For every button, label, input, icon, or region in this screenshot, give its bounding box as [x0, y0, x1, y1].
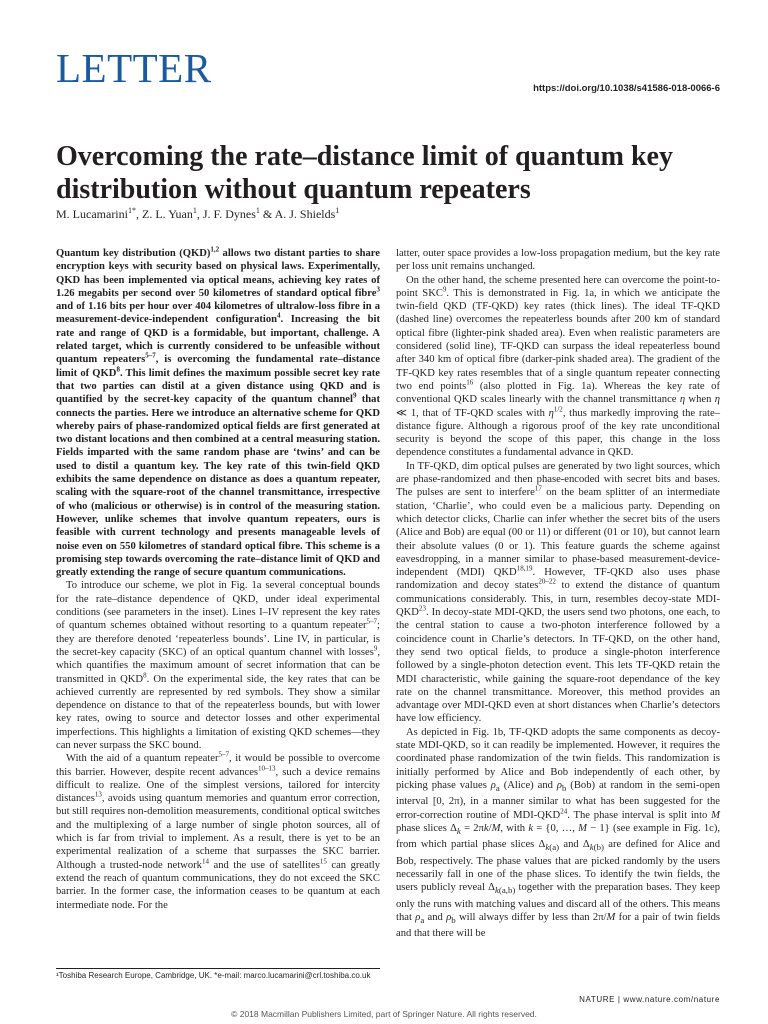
- author-name: M. Lucamarini: [56, 207, 128, 221]
- body-paragraph: latter, outer space provides a low-loss propagation medium, but the key rate per loss unit remains unchanged.: [396, 248, 720, 273]
- author-affiliation-marker: 1: [255, 206, 260, 215]
- author-name: Z. L. Yuan: [141, 207, 193, 221]
- author-affiliation-marker: 1: [335, 206, 340, 215]
- author-affiliation-marker: 1: [192, 206, 197, 215]
- body-paragraph: In TF-QKD, dim optical pulses are generated by two light sources, which are phase-randomized and then phase-encoded with secret bits and bases. The pulses are sent to interfere$^{17}$ on the beam splitter of an intermediate station, ‘Charlie’, who could even be a malicious party. Depending on which detector clicks, Charlie can infer whether the secret bits of the users (Alice and Bob) are equal (00 or 11) or different (01 or 10), but cannot learn their absolute values (0 or 1). This feature guards the scheme against eavesdropping, in a manner similar to phase-based measurement-device-independent (MDI) QKD$^{18,19}$. However, TF-QKD also uses phase randomization and decoy states$^{20-22}$ to extend the distance of quantum communications considerably. This, in turn, resembles decoy-state MDI-QKD$^{23}$. In decoy-state MDI-QKD, the users send two photons, one each, to the central station to cause a two-photon interference followed by a coincidence count in Charlie’s detectors. In TF-QKD, on the other hand, they send two optical fields, to produce a single-photon interference followed by a single-photon detection event. This lets TF-QKD retain the MDI characteristic, while gaining the square-root dependance of the key rate on the channel transmittance. Moreover, this method provides an advantage over MDI-QKD even at short distances when Charlie’s detectors have low efficiency.: [396, 460, 721, 725]
- doi-link[interactable]: https://doi.org/10.1038/s41586-018-0066-6: [533, 83, 720, 94]
- body-paragraph: As depicted in Fig. 1b, TF-QKD adopts the same components as decoy-state MDI-QKD, so it can readily be implemented. However, it requires the coordinated phase randomization of the twin fields. This randomization is initially performed by Alice and Bob independently of each other, by picking phase values $\rho_a$ (Alice) and $\rho_b$ (Bob) at random in the semi-open interval [0, 2π), in a manner similar to what has been suggested for the error-correction routine of MDI-QKD$^{24}$. The phase interval is split into M phase slices $\Delta_k = 2\pi k/M$, with k = {0, …, M − 1} (see example in Fig. 1c), from which partial phase slices $\Delta_{k(a)}$ and $\Delta_{k(b)}$ are defined for Alice and Bob, respectively. The phase values that are picked randomly by the users necessarily fall in one of the phase slices. To identify the twin fields, the users publicly reveal $\Delta_{k(a,b)}$ together with the preparation bases. They keep only the runs with matching values and discard all of the others. This means that $\rho_a$ and $\rho_b$ will always differ by less than 2π/M for a pair of twin fields and that there will be: [396, 726, 721, 940]
- copyright-notice: © 2018 Macmillan Publishers Limited, part of Springer Nature. All rights reserved.: [231, 1009, 537, 1019]
- body-paragraph: On the other hand, the scheme presented here can overcome the point-to-point SKC$^9$. This is demonstrated in Fig. 1a, in which we anticipate the twin-field QKD (TF-QKD) key rates (thick lines). The ideal TF-QKD (dashed line) overcomes the repeaterless bounds after 200 km of standard optical fibre (lighter-pink shaded area). Even when realistic parameters are considered (solid line), TF-QKD can surpass the ideal repeaterless bound after 340 km of optical fibre (darker-pink shaded area). The gradient of the TF-QKD key rates resembles that of a single quantum repeater connecting two end points$^{16}$ (also plotted in Fig. 1a). Whereas the key rate of conventional QKD scales linearly with the channel transmittance η when η ≪ 1, that of TF-QKD scales with $\eta^{1/2}$, thus markedly improving the rate–distance figure. Although a rigorous proof of the key rate unconditional security is beyond the scope of this paper, this change in the loss dependence constitutes a fundamental advance in QKD.: [396, 274, 721, 459]
- section-label: LETTER: [56, 45, 212, 91]
- author-name: J. F. Dynes: [202, 207, 256, 221]
- journal-footer: NATURE | www.nature.com/nature: [579, 995, 720, 1004]
- article-title: Overcoming the rate–distance limit of quantum key distribution without quantum repeaters: [56, 141, 673, 205]
- body-paragraph: To introduce our scheme, we plot in Fig. 1a several conceptual bounds for the rate–distance dependence of QKD, under ideal experimental conditions (see parameters in the inset). Lines I–IV represent the key rates of quantum schemes obtained without resorting to a quantum repeater$^{5-7}$; they are therefore denoted ‘repeaterless bounds’. Line IV, in particular, is the secret-key capacity (SKC) of an optical quantum channel with losses$^9$, which quantifies the maximum amount of secret information that can be transmitted in QKD$^8$. On the experimental side, the key rates that can be achieved currently are represented by red symbols. They show a similar dependence on distance to that of the repeaterless bounds, but with lower key rates, owing to source and detector losses and other experimental imperfections. This highlights a limitation of existing QKD schemes—they can never surpass the SKC bound.: [56, 580, 381, 751]
- footnote-rule: [56, 968, 380, 969]
- author-affiliation-marker: 1*: [127, 206, 136, 215]
- body-paragraph: With the aid of a quantum repeater$^{5-7}$, it would be possible to overcome this barrier. However, despite recent advances$^{10-13}$, such a device remains difficult to realize. One of the simplest versions, tailored for intercity distances$^{13}$, avoids using quantum memories and quantum error correction, but still requires non-demolition measurements, conditional optical switches and the multiplexing of a large number of single photon sources, all of which is far from trivial to implement. As a result, there is yet to be an experimental realization of a scheme that surpasses the SKC barrier. Although a trusted-node network$^{14}$ and the use of satellites$^{15}$ can greatly extend the reach of quantum communications, they do not exceed the SKC barrier. In the former case, the information ceases to be quantum at each intermediate node. For the: [56, 750, 381, 911]
- affiliation-footnote: ¹Toshiba Research Europe, Cambridge, UK. *e-mail: marco.lucamarini@crl.toshiba.co.uk: [56, 971, 371, 980]
- author-list: M. Lucamarini$^{1*}$, Z. L. Yuan$^1$, J. F. Dynes$^1$ & A. J. Shields$^1$: [56, 206, 340, 221]
- abstract-paragraph: Quantum key distribution (QKD)$^{1,2}$ allows two distant parties to share encryption keys with security based on physical laws. Experimentally, QKD has been implemented via optical means, achieving key rates of 1.26 megabits per second over 50 kilometres of standard optical fibre$^3$ and of 1.16 bits per hour over 404 kilometres of ultralow-loss fibre in a measurement-device-independent configuration$^4$. Increasing the bit rate and range of QKD is a formidable, but important, challenge. A related target, which is currently considered to be unfeasible without quantum repeaters$^{5-7}$, is overcoming the fundamental rate–distance limit of QKD$^8$. This limit defines the maximum possible secret key rate that two parties can distil at a given distance using QKD and is quantified by the secret-key capacity of the quantum channel$^9$ that connects the parties. Here we introduce an alternative scheme for QKD whereby pairs of phase-randomized optical fields are first generated at two distant locations and then combined at a central measuring station. Fields imparted with the same random phase are ‘twins’ and can be used to distil a quantum key. The key rate of this twin-field QKD exhibits the same dependence on distance as does a quantum repeater, scaling with the square-root of the channel transmittance, irrespective of who (malicious or otherwise) is in control of the measuring station. However, unlike schemes that involve quantum repeaters, ours is feasible with current technology and presents manageable levels of noise even on 550 kilometres of standard optical fibre. This scheme is a promising step towards overcoming the rate–distance limit of QKD and greatly extending the range of secure quantum communications.: [56, 245, 381, 579]
- right-column: [396, 247, 720, 941]
- author-name: A. J. Shields: [274, 207, 336, 221]
- left-column: [56, 247, 380, 912]
